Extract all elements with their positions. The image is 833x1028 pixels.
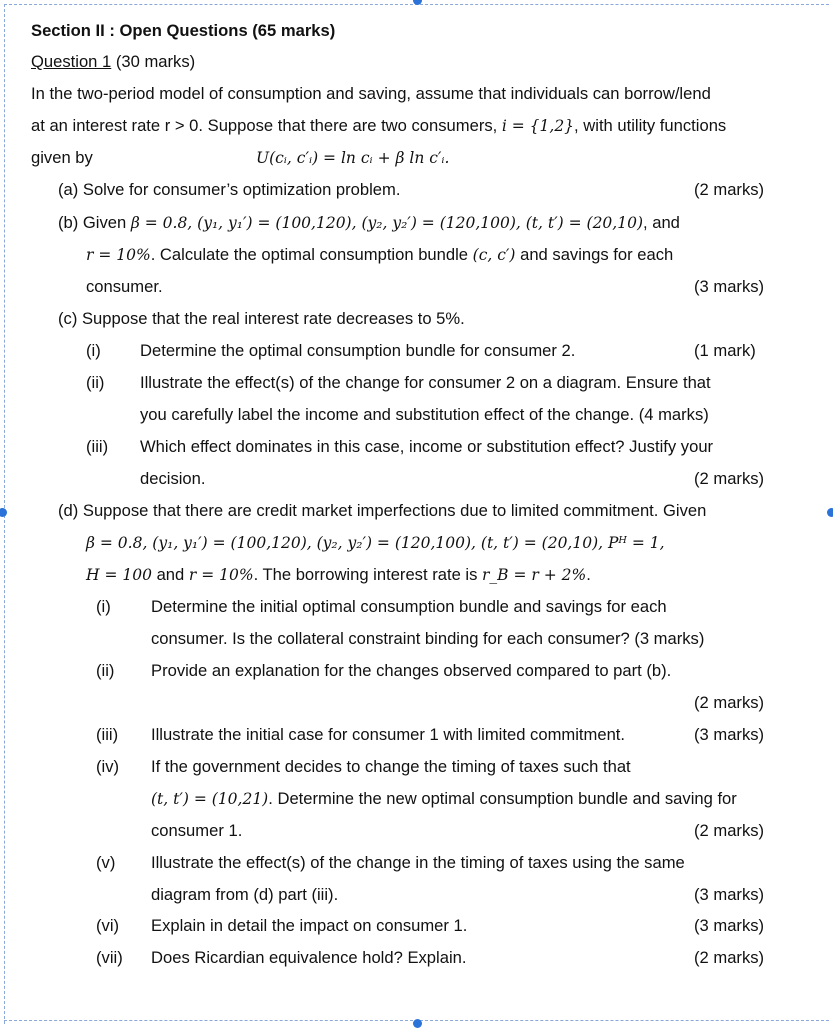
- part-c-iii-line-2: decision.: [140, 469, 206, 488]
- part-d-iv-num: (iv): [96, 757, 120, 776]
- part-c-ii-line-1: Illustrate the effect(s) of the change for consumer 2 on a diagram. Ensure that: [140, 373, 711, 392]
- question-heading: [31, 52, 195, 72]
- part-d-iii-text: Illustrate the initial case for consumer 1 with limited commitment.: [151, 725, 626, 744]
- part-d-vi-num: (vi): [96, 916, 120, 935]
- part-c-iii-marks: (2 marks): [694, 469, 765, 488]
- part-b-text: (b) Given: [58, 213, 131, 232]
- part-d-text: and: [151, 565, 189, 584]
- part-d-ii-marks: (2 marks): [694, 693, 765, 712]
- part-d-vi-text: Explain in detail the impact on consumer 1.: [151, 916, 468, 935]
- question-intro-line-2: [31, 116, 726, 136]
- part-d-iv-text-2: . Determine the new optimal consumption bundle and saving for: [268, 789, 737, 808]
- part-d-ii-line-1: Provide an explanation for the changes observed compared to part (b).: [151, 661, 672, 680]
- part-b-text-2: . Calculate the optimal consumption bundle: [150, 245, 473, 264]
- part-c-iii-line-1: Which effect dominates in this case, income or substitution effect? Justify your: [140, 437, 714, 456]
- part-a-text: (a) Solve for consumer’s optimization problem.: [58, 180, 401, 199]
- part-b-rate-math: r = 10%: [86, 246, 151, 264]
- part-d-v-line-1: Illustrate the effect(s) of the change in the timing of taxes using the same: [151, 853, 685, 872]
- part-b-givens-math: β = 0.8, (y₁, y₁′) = (100,120), (y₂, y₂′) = (120,100), (t, t′) = (20,10): [130, 214, 643, 232]
- part-b-marks: (3 marks): [694, 277, 765, 296]
- question-marks: (30 marks): [111, 52, 196, 71]
- part-d-givens-math: β = 0.8, (y₁, y₁′) = (100,120), (y₂, y₂′) = (120,100), (t, t′) = (20,10), Pᴴ = 1,: [86, 534, 665, 552]
- resize-handle-right[interactable]: [827, 508, 833, 517]
- part-d-vii-text: Does Ricardian equivalence hold? Explain.: [151, 948, 467, 967]
- part-a-marks: (2 marks): [694, 180, 765, 199]
- part-d-text-2: . The borrowing interest rate is: [253, 565, 483, 584]
- question-intro-line-3: given by: [31, 148, 93, 167]
- part-c-text: (c) Suppose that the real interest rate decreases to 5%.: [58, 309, 465, 328]
- part-d-v-marks: (3 marks): [694, 885, 765, 904]
- borrowing-rate-math: r_B = r + 2%: [482, 566, 587, 584]
- question-intro-line-1: In the two-period model of consumption and saving, assume that individuals can borrow/lend: [31, 84, 711, 103]
- part-c-iii-num: (iii): [86, 437, 109, 456]
- part-d-iv-line-1: If the government decides to change the timing of taxes such that: [151, 757, 631, 776]
- part-d-iv-marks: (2 marks): [694, 821, 765, 840]
- section-title: Section II : Open Questions (65 marks): [31, 21, 336, 40]
- part-d-v-line-2: diagram from (d) part (iii).: [151, 885, 339, 904]
- part-c-i-num: (i): [86, 341, 101, 360]
- intro-text: at an interest rate r > 0. Suppose that there are two consumers,: [31, 116, 502, 135]
- resize-handle-left[interactable]: [0, 508, 7, 517]
- part-c-i-text: Determine the optimal consumption bundle for consumer 2.: [140, 341, 576, 360]
- part-d-iii-marks: (3 marks): [694, 725, 765, 744]
- part-d-iii-num: (iii): [96, 725, 119, 744]
- part-d-line-3: [86, 565, 591, 585]
- part-d-rate-math: r = 10%: [188, 566, 254, 584]
- part-b-line-3: consumer.: [86, 277, 163, 296]
- consumer-index-math: i = {1,2}: [501, 117, 575, 135]
- part-d-iv-line-2: [151, 789, 737, 809]
- part-d-i-num: (i): [96, 597, 111, 616]
- part-b-line-2: [86, 245, 673, 265]
- part-d-vii-num: (vii): [96, 948, 123, 967]
- part-d-ii-num: (ii): [96, 661, 115, 680]
- intro-text-end: , with utility functions: [574, 116, 727, 135]
- part-c-ii-line-2: you carefully label the income and substitution effect of the change. (4 marks): [140, 405, 709, 424]
- part-c-ii-num: (ii): [86, 373, 105, 392]
- part-d-vii-marks: (2 marks): [694, 948, 765, 967]
- part-c-i-marks: (1 mark): [694, 341, 756, 360]
- part-b-text-2-end: and savings for each: [515, 245, 674, 264]
- housing-math: H = 100: [86, 566, 152, 584]
- part-b-text-end: , and: [643, 213, 680, 232]
- question-label: Question 1: [31, 52, 112, 71]
- part-d-iv-line-3: consumer 1.: [151, 821, 243, 840]
- part-d-vi-marks: (3 marks): [694, 916, 765, 935]
- utility-function: U(cᵢ, c′ᵢ) = ln cᵢ + β ln c′ᵢ.: [256, 149, 450, 167]
- part-d-v-num: (v): [96, 853, 116, 872]
- part-d-line-1: (d) Suppose that there are credit market imperfections due to limited commitment. Given: [58, 501, 707, 520]
- part-d-text-end: .: [586, 565, 591, 584]
- part-d-i-line-1: Determine the initial optimal consumption bundle and savings for each: [151, 597, 667, 616]
- new-taxes-math: (t, t′) = (10,21): [151, 790, 269, 808]
- part-d-i-line-2: consumer. Is the collateral constraint binding for each consumer? (3 marks): [151, 629, 705, 648]
- part-b-line-1: [58, 213, 680, 233]
- part-b-bundle-math: (c, c′): [472, 246, 516, 264]
